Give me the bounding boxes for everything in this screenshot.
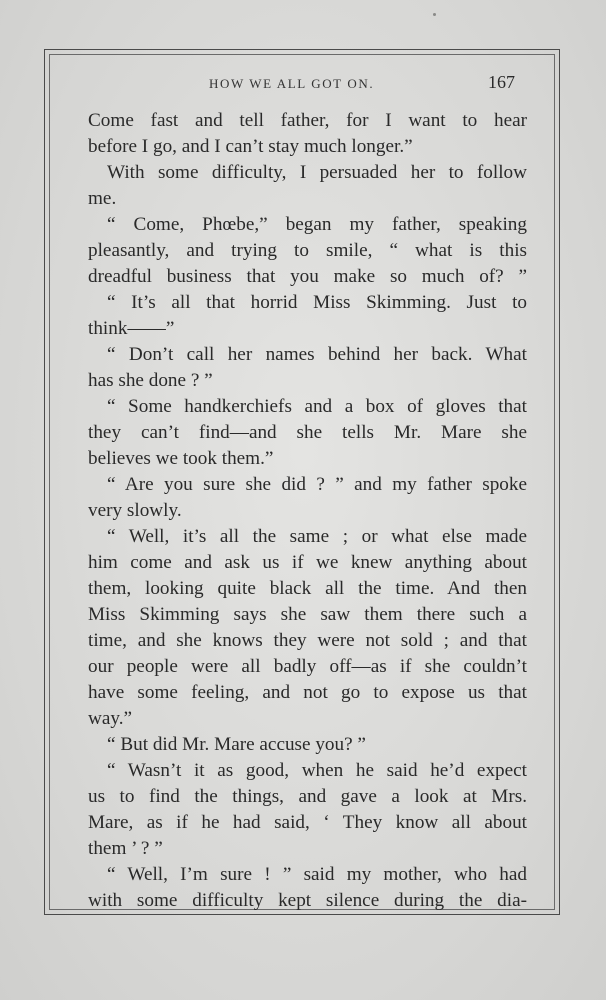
- text-line: them, looking quite black all the time. And then: [88, 578, 527, 599]
- text-line: time, and she knows they were not sold ; and that: [88, 630, 527, 651]
- text-line: us to find the things, and gave a look at Mrs.: [88, 786, 527, 807]
- text-line: him come and ask us if we knew anything about: [88, 552, 527, 573]
- text-line: think——”: [88, 318, 175, 339]
- running-head-title: HOW WE ALL GOT ON.: [209, 76, 375, 91]
- text-line: dreadful business that you make so much of? ”: [88, 266, 527, 287]
- text-line: has she done ? ”: [88, 370, 213, 391]
- text-line: Mare, as if he had said, ‘ They know all about: [88, 812, 527, 833]
- text-line: have some feeling, and not go to expose us that: [88, 682, 527, 703]
- text-line: me.: [88, 188, 117, 209]
- text-line: “ Some handkerchiefs and a box of gloves that: [107, 396, 527, 417]
- text-line: they can’t find—and she tells Mr. Mare she: [88, 422, 527, 443]
- running-head: [90, 72, 530, 98]
- text-line: them ’ ? ”: [88, 838, 163, 859]
- text-line: “ Well, I’m sure ! ” said my mother, who had: [107, 864, 527, 885]
- text-line: “ Don’t call her names behind her back. What: [107, 344, 527, 365]
- text-line: way.”: [88, 708, 133, 729]
- text-line: Come fast and tell father, for I want to hear: [88, 110, 527, 131]
- page-number: 167: [488, 72, 515, 92]
- text-line: before I go, and I can’t stay much longer.”: [88, 136, 413, 157]
- text-line: our people were all badly off—as if she couldn’t: [88, 656, 527, 677]
- paper-speck: [433, 13, 436, 16]
- text-line: With some difficulty, I persuaded her to follow: [107, 162, 527, 183]
- text-line: “ It’s all that horrid Miss Skimming. Just to: [107, 292, 527, 313]
- text-line: pleasantly, and trying to smile, “ what is this: [88, 240, 527, 261]
- text-line: believes we took them.”: [88, 448, 274, 469]
- text-line: “ Well, it’s all the same ; or what else made: [107, 526, 527, 547]
- text-line: “ Are you sure she did ? ” and my father spoke: [107, 474, 527, 495]
- text-line: with some difficulty kept silence during the dia-: [88, 890, 527, 911]
- text-line: “ But did Mr. Mare accuse you? ”: [107, 734, 366, 755]
- text-line: Miss Skimming says she saw them there such a: [88, 604, 527, 625]
- text-line: “ Come, Phœbe,” began my father, speaking: [107, 214, 527, 235]
- text-line: “ Wasn’t it as good, when he said he’d expect: [107, 760, 527, 781]
- text-line: very slowly.: [88, 500, 182, 521]
